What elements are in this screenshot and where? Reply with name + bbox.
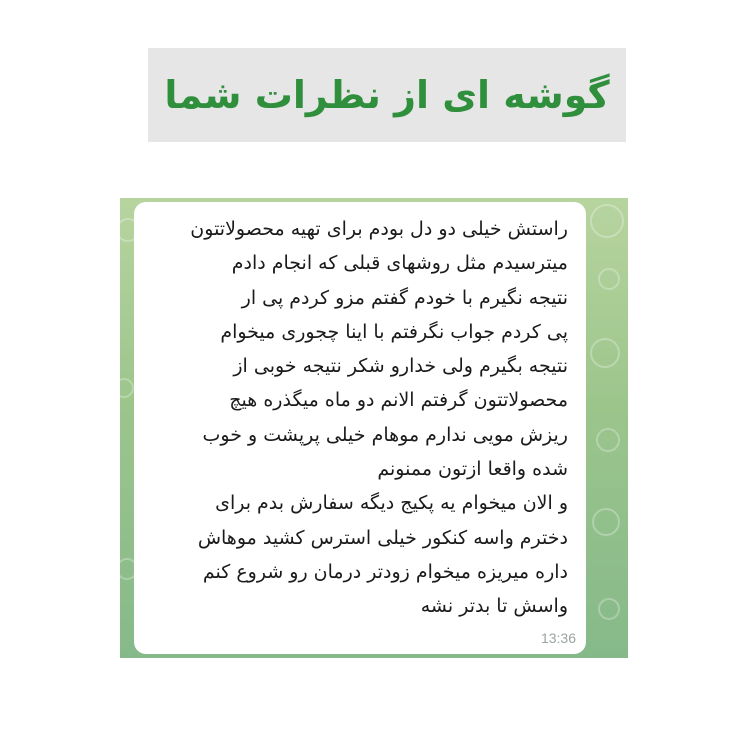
message-line: شده واقعا ازتون ممنونم (377, 458, 568, 481)
message-line: راستش خیلی دو دل بودم برای تهیه محصولاتتون (190, 218, 568, 240)
message-line: واسش تا بدتر نشه (420, 595, 568, 618)
message-line: نتیجه بگیرم ولی خدارو شکر نتیجه خوبی از (233, 355, 568, 378)
message-line: داره میریزه میخوام زودتر درمان رو شروع کنم (202, 560, 568, 583)
message-timestamp: 13:36 (540, 630, 576, 646)
message-bubble[interactable] (134, 202, 586, 654)
title-banner (148, 48, 626, 142)
message-line: محصولاتتون گرفتم الانم دو ماه میگذره هیچ (229, 389, 568, 412)
message-line: ریزش مویی ندارم موهام خیلی پرپشت و خوب (202, 423, 568, 446)
page-title: گوشه ای از نظرات شما (164, 73, 610, 117)
message-line: دخترم واسه کنکور خیلی استرس کشید موهاش (197, 526, 568, 549)
message-line: نتیجه نگیرم با خودم گفتم مزو کردم پی ار (241, 286, 568, 309)
message-line: میترسیدم مثل روشهای قبلی که انجام دادم (231, 252, 568, 275)
message-line: پی کردم جواب نگرفتم با اینا چجوری میخوام (220, 320, 568, 343)
message-line: و الان میخوام یه پکیج دیگه سفارش بدم برای (215, 492, 568, 515)
